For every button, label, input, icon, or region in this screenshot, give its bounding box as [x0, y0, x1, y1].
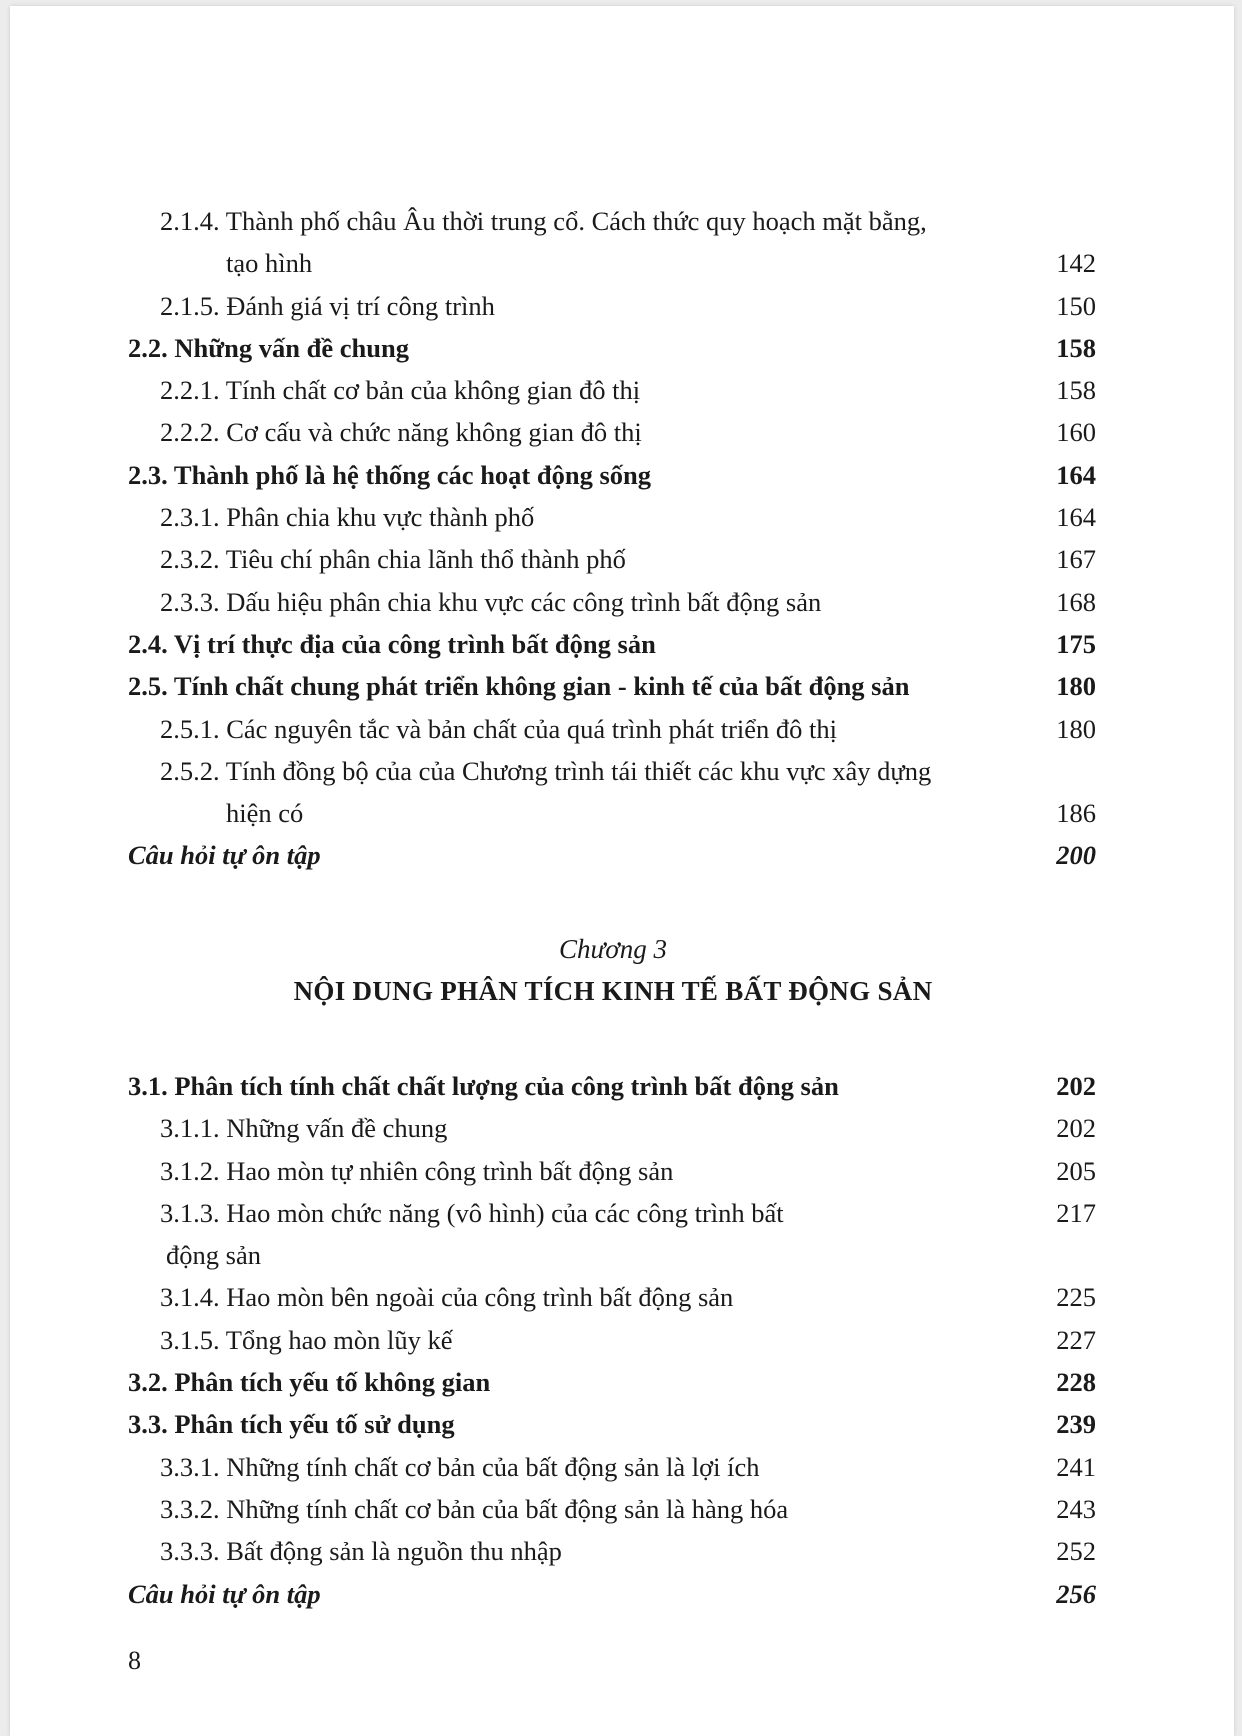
toc-entry-page: 168	[1056, 586, 1096, 617]
toc-entry	[128, 581, 1096, 623]
toc-entry-title: 2.3.2. Tiêu chí phân chia lãnh thổ thành phố	[160, 544, 626, 575]
toc-entry-title: tạo hình	[226, 248, 313, 279]
toc-entry-title: 2.5.2. Tính đồng bộ của của Chương trình tái thiết các khu vực xây dựng	[160, 755, 932, 786]
toc-entry-page: 225	[1056, 1282, 1096, 1313]
page-number: 8	[128, 1646, 141, 1675]
toc-entry	[128, 200, 1096, 242]
toc-entry-title: 2.1.5. Đánh giá vị trí công trình	[160, 290, 495, 321]
toc-entry	[128, 327, 1096, 369]
toc-entry-page: 256	[1056, 1578, 1096, 1609]
toc-entry	[128, 1361, 1096, 1403]
toc-entry-page: 160	[1056, 417, 1096, 448]
toc-entry-title: 3.3.3. Bất động sản là nguồn thu nhập	[160, 1536, 562, 1567]
toc-entry	[128, 1403, 1096, 1445]
toc-entry-title: 2.5. Tính chất chung phát triển không gian - kinh tế của bất động sản	[128, 671, 910, 702]
toc-entry	[128, 1573, 1096, 1615]
toc-entry-page: 164	[1056, 502, 1096, 533]
toc-entry	[128, 1319, 1096, 1361]
toc-entry-page: 175	[1056, 628, 1096, 659]
toc-entry-title: 3.3.1. Những tính chất cơ bản của bất động sản là lợi ích	[160, 1451, 760, 1482]
toc-entry-title: 2.3. Thành phố là hệ thống các hoạt động sống	[128, 459, 652, 490]
toc-entry-page: 243	[1056, 1493, 1096, 1524]
toc-entry-page: 186	[1056, 798, 1096, 829]
toc-entry-title: 2.2. Những vấn đề chung	[128, 332, 409, 363]
toc-entry-page: 202	[1056, 1113, 1096, 1144]
toc-entry-title: 3.1. Phân tích tính chất chất lượng của công trình bất động sản	[128, 1071, 839, 1101]
toc-entry	[128, 750, 1096, 792]
toc-entry-title: 3.1.3. Hao mòn chức năng (vô hình) của các công trình bất	[160, 1197, 784, 1228]
toc-entry	[128, 538, 1096, 580]
toc-entry-page: 150	[1056, 290, 1096, 321]
toc-entry	[128, 1150, 1096, 1192]
toc-entry	[128, 623, 1096, 665]
toc-entry	[128, 1065, 1096, 1107]
toc-entry-title: 3.1.5. Tổng hao mòn lũy kế	[160, 1324, 453, 1355]
toc-entry	[128, 792, 1096, 834]
toc-entry-page: 200	[1056, 840, 1096, 871]
toc-entry-title: 2.2.2. Cơ cấu và chức năng không gian đô thị	[160, 417, 642, 448]
toc-entry-title: 3.3. Phân tích yếu tố sử dụng	[128, 1409, 455, 1440]
toc-entry-title: 2.1.4. Thành phố châu Âu thời trung cổ. Cách thức quy hoạch mặt bằng,	[160, 206, 927, 236]
chapter-label: Chương 3	[559, 934, 667, 964]
toc-entry	[128, 1234, 1096, 1276]
toc-entry	[128, 1276, 1096, 1318]
toc-entry-page: 158	[1056, 375, 1096, 406]
toc-entry-page: 164	[1056, 459, 1096, 490]
toc-entry-page: 202	[1056, 1071, 1096, 1101]
toc-entry-title: 3.1.1. Những vấn đề chung	[160, 1113, 448, 1144]
toc-entry-title: 3.1.2. Hao mòn tự nhiên công trình bất động sản	[160, 1155, 674, 1186]
toc-entry	[128, 1488, 1096, 1530]
chapter-title: NỘI DUNG PHÂN TÍCH KINH TẾ BẤT ĐỘNG SẢN	[293, 976, 933, 1006]
toc-entry	[128, 496, 1096, 538]
toc-entry	[128, 411, 1096, 453]
toc-entry	[128, 369, 1096, 411]
toc-entry-page: 205	[1056, 1155, 1096, 1186]
toc-entry-page: 167	[1056, 544, 1096, 575]
document-page	[10, 6, 1234, 1736]
toc-entry-title: 2.4. Vị trí thực địa của công trình bất động sản	[128, 628, 656, 659]
toc-entry	[128, 242, 1096, 284]
toc-entry-page: 241	[1056, 1451, 1096, 1482]
toc-entry-page: 228	[1056, 1367, 1096, 1398]
toc-entry-page: 217	[1056, 1197, 1096, 1228]
toc-entry-title: 2.2.1. Tính chất cơ bản của không gian đô thị	[160, 375, 641, 406]
toc-entry-page: 239	[1056, 1409, 1096, 1440]
toc-entry	[128, 1530, 1096, 1572]
toc-entry-page: 227	[1056, 1324, 1096, 1355]
toc-entry	[128, 285, 1096, 327]
toc-entry-title: Câu hỏi tự ôn tập	[128, 1578, 321, 1609]
toc-entry-page: 142	[1056, 248, 1096, 279]
toc-entry-page: 180	[1056, 713, 1096, 744]
toc-entry-title: 3.1.4. Hao mòn bên ngoài của công trình bất động sản	[160, 1282, 734, 1313]
toc-entry	[128, 1192, 1096, 1234]
toc-entry-title: 3.2. Phân tích yếu tố không gian	[128, 1367, 491, 1398]
toc-entry-title: 2.3.3. Dấu hiệu phân chia khu vực các công trình bất động sản	[160, 586, 822, 617]
toc-entry-title: 3.3.2. Những tính chất cơ bản của bất động sản là hàng hóa	[160, 1493, 789, 1524]
toc-entry-page: 180	[1056, 671, 1096, 702]
toc-section-chapter-3	[128, 1065, 1096, 1615]
toc-entry-title: hiện có	[226, 798, 304, 829]
toc-entry	[128, 708, 1096, 750]
toc-entry	[128, 454, 1096, 496]
toc-entry-page: 158	[1056, 332, 1096, 363]
toc-entry-page: 252	[1056, 1536, 1096, 1567]
toc-entry-title: 2.5.1. Các nguyên tắc và bản chất của quá trình phát triển đô thị	[160, 713, 838, 744]
toc-entry	[128, 665, 1096, 707]
toc-entry-title: 2.3.1. Phân chia khu vực thành phố	[160, 502, 535, 533]
toc-entry	[128, 1446, 1096, 1488]
toc-entry	[128, 1107, 1096, 1149]
toc-entry-title: Câu hỏi tự ôn tập	[128, 840, 321, 871]
toc-entry	[128, 834, 1096, 876]
toc-entry-title: động sản	[166, 1240, 261, 1271]
toc-section-chapter-2	[128, 200, 1096, 877]
